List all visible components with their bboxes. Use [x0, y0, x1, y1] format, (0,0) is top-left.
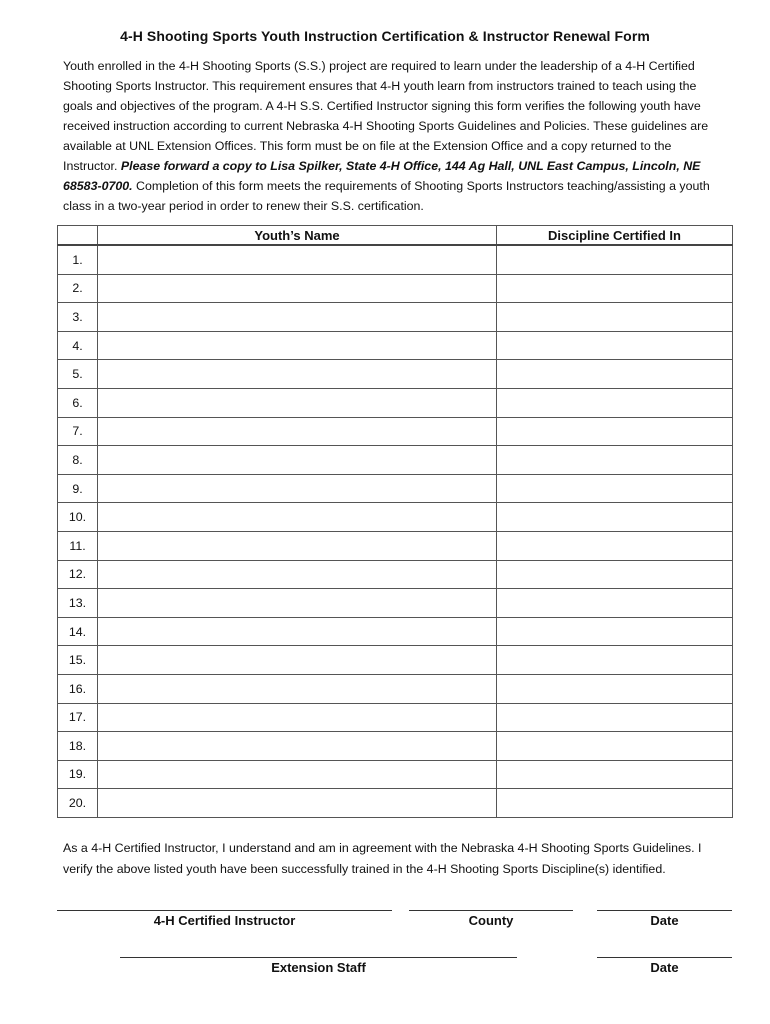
row-number: 13.	[58, 589, 98, 618]
row-number: 7.	[58, 417, 98, 446]
table-row	[58, 503, 733, 532]
youth-name-cell[interactable]	[98, 674, 497, 703]
row-number: 6.	[58, 388, 98, 417]
table-row	[58, 388, 733, 417]
youth-name-cell[interactable]	[98, 274, 497, 303]
county-label: County	[468, 913, 514, 928]
youth-roster-table	[57, 225, 733, 818]
row-number: 18.	[58, 732, 98, 761]
discipline-cell[interactable]	[497, 245, 733, 274]
header-number	[58, 226, 98, 246]
youth-name-cell[interactable]	[98, 703, 497, 732]
row-number: 1.	[58, 245, 98, 274]
agreement-statement: As a 4-H Certified Instructor, I understand and am in agreement with the Nebraska 4-H Shooting Sports Guidelines. I verify the above listed youth have been successfully trained in the 4-H Shooting Sports Discipline(s) identified.	[63, 841, 702, 876]
youth-name-cell[interactable]	[98, 417, 497, 446]
youth-name-cell[interactable]	[98, 560, 497, 589]
row-number: 8.	[58, 446, 98, 475]
discipline-cell[interactable]	[497, 646, 733, 675]
youth-name-cell[interactable]	[98, 360, 497, 389]
table-row	[58, 789, 733, 818]
discipline-cell[interactable]	[497, 674, 733, 703]
intro-text-1: Youth enrolled in the 4-H Shooting Sports (S.S.) project are required to learn under the leadership of a 4-H Certified Shooting Sports Instructor. This requirement ensures that 4-H youth learn from instructors trained to teach using the goals and objectives of the program. A 4-H S.S. Certified Instructor signing this form verifies the following youth have received instruction according to current Nebraska 4-H Shooting Sports Guidelines and Policies. These guidelines are available at UNL Extension Offices. This form must be on file at the Extension Office and a copy returned to the Instructor.	[63, 59, 709, 173]
discipline-cell[interactable]	[497, 474, 733, 503]
youth-name-cell[interactable]	[98, 589, 497, 618]
row-number: 19.	[58, 760, 98, 789]
header-youth-name: Youth’s Name	[98, 226, 497, 246]
intro-mailing-instructions: Please forward a copy to Lisa Spilker, State 4-H Office, 144 Ag Hall, UNL East Campus, Lincoln, NE 68583-0700.	[63, 159, 701, 193]
instructor-date-line[interactable]	[597, 910, 732, 911]
discipline-cell[interactable]	[497, 417, 733, 446]
staff-date-label: Date	[650, 960, 679, 975]
row-number: 9.	[58, 474, 98, 503]
row-number: 4.	[58, 331, 98, 360]
discipline-cell[interactable]	[497, 531, 733, 560]
row-number: 3.	[58, 303, 98, 332]
instructor-date-label: Date	[650, 913, 679, 928]
discipline-cell[interactable]	[497, 760, 733, 789]
form-title: 4-H Shooting Sports Youth Instruction Certification & Instructor Renewal Form	[120, 28, 650, 44]
row-number: 2.	[58, 274, 98, 303]
discipline-cell[interactable]	[497, 274, 733, 303]
row-number: 17.	[58, 703, 98, 732]
youth-name-cell[interactable]	[98, 474, 497, 503]
table-row	[58, 274, 733, 303]
intro-paragraph	[63, 56, 723, 216]
table-row	[58, 760, 733, 789]
youth-name-cell[interactable]	[98, 531, 497, 560]
table-row	[58, 646, 733, 675]
discipline-cell[interactable]	[497, 503, 733, 532]
instructor-signature-label: 4-H Certified Instructor	[153, 913, 296, 928]
table-row	[58, 560, 733, 589]
row-number: 5.	[58, 360, 98, 389]
extension-staff-signature-line[interactable]	[120, 957, 517, 958]
table-row	[58, 589, 733, 618]
youth-name-cell[interactable]	[98, 789, 497, 818]
table-header-row	[58, 226, 733, 246]
table-row	[58, 446, 733, 475]
youth-name-cell[interactable]	[98, 617, 497, 646]
youth-name-cell[interactable]	[98, 446, 497, 475]
youth-name-cell[interactable]	[98, 388, 497, 417]
table-row	[58, 703, 733, 732]
header-discipline: Discipline Certified In	[497, 226, 733, 246]
staff-date-line[interactable]	[597, 957, 732, 958]
youth-name-cell[interactable]	[98, 245, 497, 274]
discipline-cell[interactable]	[497, 617, 733, 646]
table-row	[58, 245, 733, 274]
youth-name-cell[interactable]	[98, 646, 497, 675]
discipline-cell[interactable]	[497, 732, 733, 761]
discipline-cell[interactable]	[497, 388, 733, 417]
row-number: 10.	[58, 503, 98, 532]
row-number: 14.	[58, 617, 98, 646]
youth-name-cell[interactable]	[98, 303, 497, 332]
youth-name-cell[interactable]	[98, 503, 497, 532]
intro-text-2: Completion of this form meets the requirements of Shooting Sports Instructors teaching/assisting a youth class in a two-year period in order to renew their S.S. certification.	[63, 179, 710, 213]
table-row	[58, 474, 733, 503]
discipline-cell[interactable]	[497, 446, 733, 475]
table-row	[58, 417, 733, 446]
discipline-cell[interactable]	[497, 703, 733, 732]
discipline-cell[interactable]	[497, 360, 733, 389]
table-row	[58, 360, 733, 389]
row-number: 12.	[58, 560, 98, 589]
youth-name-cell[interactable]	[98, 732, 497, 761]
county-line[interactable]	[409, 910, 573, 911]
discipline-cell[interactable]	[497, 303, 733, 332]
row-number: 15.	[58, 646, 98, 675]
discipline-cell[interactable]	[497, 560, 733, 589]
table-row	[58, 531, 733, 560]
row-number: 16.	[58, 674, 98, 703]
table-row	[58, 732, 733, 761]
youth-name-cell[interactable]	[98, 760, 497, 789]
row-number: 11.	[58, 531, 98, 560]
extension-staff-label: Extension Staff	[271, 960, 366, 975]
row-number: 20.	[58, 789, 98, 818]
table-row	[58, 674, 733, 703]
instructor-signature-line[interactable]	[57, 910, 392, 911]
discipline-cell[interactable]	[497, 789, 733, 818]
table-row	[58, 303, 733, 332]
discipline-cell[interactable]	[497, 331, 733, 360]
table-row	[58, 331, 733, 360]
youth-name-cell[interactable]	[98, 331, 497, 360]
table-row	[58, 617, 733, 646]
discipline-cell[interactable]	[497, 589, 733, 618]
